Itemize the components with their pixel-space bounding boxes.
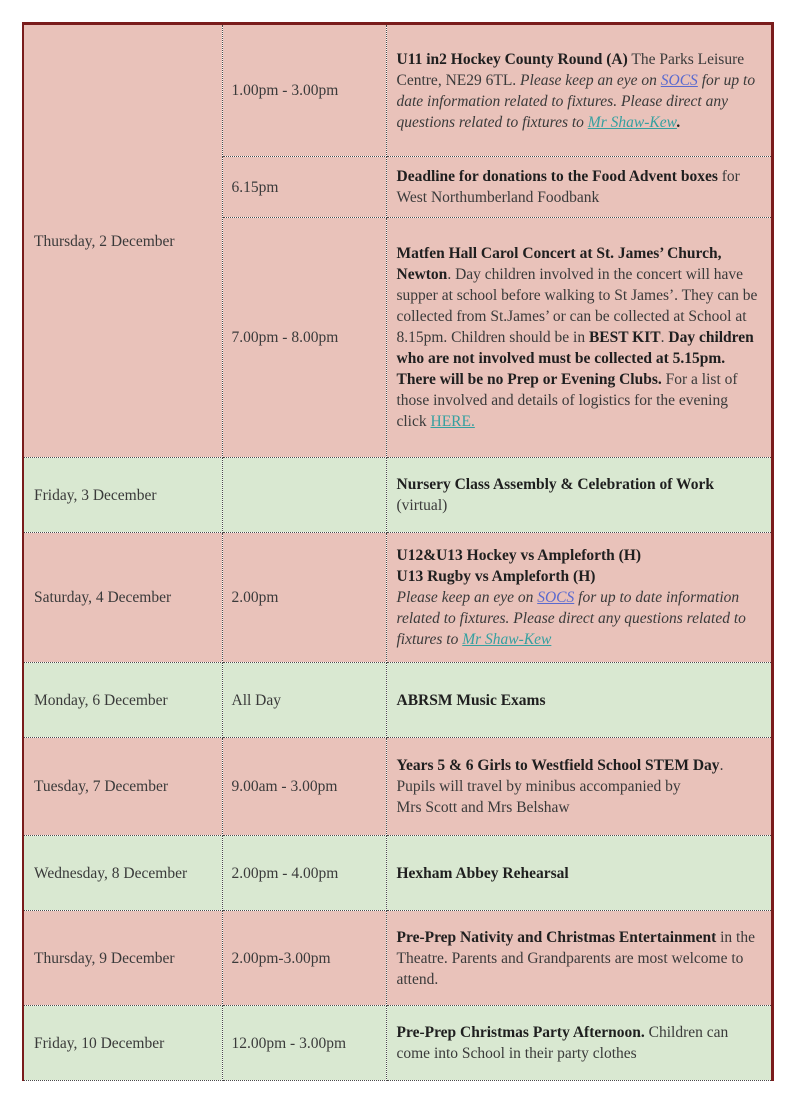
- time-cell: 1.00pm - 3.00pm: [222, 24, 386, 157]
- event-cell: [386, 24, 772, 157]
- event-text: Day children who are not involved must be collected at 5.15pm. There will be no Prep or Evening Clubs.: [396, 329, 754, 388]
- date-cell: Tuesday, 7 December: [23, 738, 222, 836]
- time-cell: [222, 458, 386, 533]
- calendar-row: [23, 458, 772, 533]
- event-text: For a list of those involved and details of logistics for the evening click: [396, 371, 738, 430]
- date-cell: Wednesday, 8 December: [23, 836, 222, 911]
- event-text: . Pupils will travel by minibus accompanied by: [396, 757, 724, 795]
- event-text: for West Northumberland Foodbank: [396, 168, 740, 206]
- calendar-row: [23, 533, 772, 663]
- time-cell: 2.00pm: [222, 533, 386, 663]
- event-cell: [386, 458, 772, 533]
- time-cell: 12.00pm - 3.00pm: [222, 1006, 386, 1081]
- event-text: U12&U13 Hockey vs Ampleforth (H): [396, 547, 642, 564]
- time-cell: 2.00pm-3.00pm: [222, 911, 386, 1006]
- calendar-row: [23, 1006, 772, 1081]
- date-cell: Thursday, 2 December: [23, 24, 222, 458]
- date-cell: Saturday, 4 December: [23, 533, 222, 663]
- event-text: U13 Rugby vs Ampleforth (H): [396, 568, 596, 585]
- socs-link[interactable]: SOCS: [660, 71, 698, 89]
- time-cell: 6.15pm: [222, 157, 386, 218]
- event-text: Nursery Class Assembly & Celebration of Work: [396, 476, 714, 493]
- date-cell: Friday, 10 December: [23, 1006, 222, 1081]
- event-text: The Parks Leisure Centre, NE29 6TL.: [396, 50, 745, 89]
- event-text: .: [676, 113, 681, 131]
- event-text: Deadline for donations to the Food Advent boxes: [396, 168, 718, 185]
- event-text: (virtual): [396, 497, 448, 514]
- event-cell: [386, 738, 772, 836]
- event-cell: [386, 157, 772, 218]
- date-cell: Monday, 6 December: [23, 663, 222, 738]
- event-text: Children can come into School in their party clothes: [396, 1024, 729, 1062]
- event-cell: [386, 663, 772, 738]
- here-link[interactable]: HERE.: [430, 413, 475, 430]
- event-cell: [386, 836, 772, 911]
- time-cell: 2.00pm - 4.00pm: [222, 836, 386, 911]
- event-text: U11 in2 Hockey County Round (A): [396, 50, 628, 68]
- event-text: Mrs Scott and Mrs Belshaw: [396, 799, 570, 816]
- event-text: BEST KIT: [588, 329, 661, 346]
- calendar-row: [23, 911, 772, 1006]
- calendar-row: [23, 663, 772, 738]
- event-text: Years 5 & 6 Girls to Westfield School STEM Day: [396, 757, 720, 774]
- time-cell: 7.00pm - 8.00pm: [222, 218, 386, 458]
- mr-shaw-kew-link[interactable]: Mr Shaw-Kew: [462, 631, 552, 648]
- calendar-body: [23, 24, 772, 1081]
- event-text: . Day children involved in the concert will have supper at school before walking to St James’. They can be collected from St.James’ or can be collected at School at 8.15pm. Children should be in: [396, 266, 758, 346]
- event-text: Hexham Abbey Rehearsal: [396, 864, 569, 882]
- calendar-row: [23, 836, 772, 911]
- event-text: for up to date information related to fixtures. Please direct any questions related to fixtures to: [396, 71, 756, 131]
- event-cell: [386, 533, 772, 663]
- event-text: Pre-Prep Christmas Party Afternoon.: [396, 1024, 645, 1041]
- event-text: ABRSM Music Exams: [396, 691, 546, 709]
- event-text: .: [660, 329, 669, 346]
- time-cell: 9.00am - 3.00pm: [222, 738, 386, 836]
- calendar-row: [23, 24, 772, 157]
- event-text: in the Theatre. Parents and Grandparents are most welcome to attend.: [396, 928, 755, 988]
- event-cell: [386, 218, 772, 458]
- event-text: Matfen Hall Carol Concert at St. James’ Church, Newton: [396, 245, 722, 283]
- calendar-row: [23, 738, 772, 836]
- date-cell: Thursday, 9 December: [23, 911, 222, 1006]
- event-text: for up to date information related to fixtures. Please direct any questions related to fixtures to: [396, 589, 746, 648]
- date-cell: Friday, 3 December: [23, 458, 222, 533]
- time-cell: All Day: [222, 663, 386, 738]
- event-text: Pre-Prep Nativity and Christmas Entertainment: [396, 928, 717, 946]
- event-cell: [386, 911, 772, 1006]
- mr-shaw-kew-link[interactable]: Mr Shaw-Kew: [587, 113, 677, 131]
- socs-link[interactable]: SOCS: [537, 589, 575, 606]
- calendar-table: [22, 22, 774, 1081]
- event-text: Please keep an eye on: [520, 71, 661, 89]
- event-cell: [386, 1006, 772, 1081]
- event-text: Please keep an eye on: [396, 589, 538, 606]
